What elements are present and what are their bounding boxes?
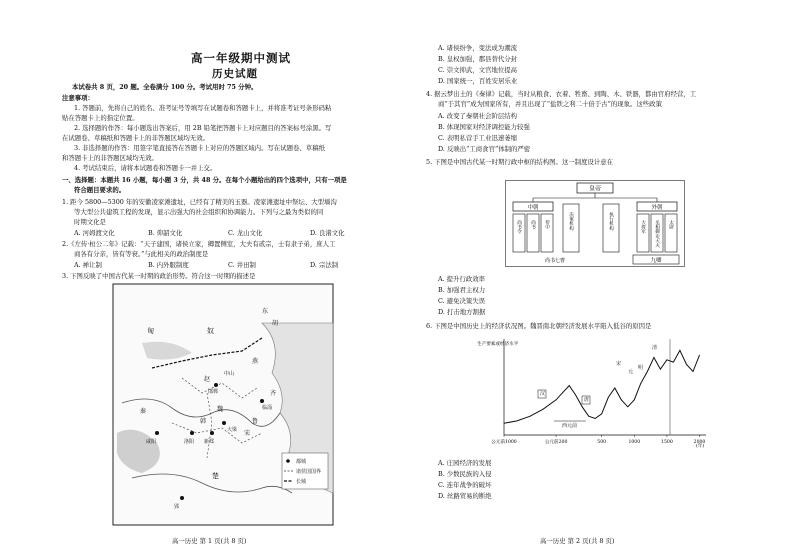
map-label: 韩 (200, 418, 207, 425)
x-tick-label: 1000 (628, 440, 641, 445)
data-point (562, 392, 563, 393)
org-item: 丞相御史大夫 (654, 220, 660, 248)
q6-option-d[interactable]: D. 丝路贸易的断绝 (438, 492, 492, 500)
legend-label: 诸侯国国界 (296, 469, 322, 475)
note-line: 4. 考试结束后，请将本试题卷和答题卡一并上交。 (74, 164, 217, 172)
data-point (614, 388, 615, 389)
map-label: 郢 (174, 504, 180, 510)
section-heading: 一、选择题：本题共 16 小题，每小题 3 分，共 48 分。在每个小题给出的四个选项中，只有一项是 (62, 176, 347, 184)
q3-option-c[interactable]: C. 崇文抑武，文官地位提高 (438, 66, 518, 74)
q2-option-b[interactable]: B. 内外服制度 (148, 261, 189, 269)
data-point (686, 364, 687, 365)
footer-right: 高一历史 第 2 页(共 8 页) (540, 537, 615, 545)
data-point (647, 371, 648, 372)
q1-stem: 等大型公共建筑工程的发现，显示出强大的社会组织和协调能力。下列与之最为类似的同 (74, 208, 324, 216)
q4-option-c[interactable]: C. 表明私营手工业迅速萎缩 (438, 134, 518, 142)
footer-left: 高一历史 第 1 页(共 8 页) (172, 537, 247, 545)
data-point (693, 371, 694, 372)
data-point (588, 416, 589, 417)
capital-marker (260, 399, 264, 403)
q4-stem: 商“于其官”成为国家所有，并且出现了“盐铁之利二十倍于古”的现象。这些政策 (438, 100, 662, 108)
capital-marker (180, 496, 184, 500)
data-point (667, 359, 668, 360)
map-label: 燕 (252, 358, 259, 365)
q2-stem: 商各有分亲，皆有等衰。”与此相关的政治制度是 (74, 250, 209, 258)
q6-stem: 6. 下图是中国历史上的经济状况图。魏晋南北朝经济发展水平陷入低谷的原因是 (426, 322, 652, 330)
q3-option-b[interactable]: B. 皇权加强，郡县替代分封 (438, 55, 518, 63)
q2-stem: 2.《左传·桓公二年》记载：“天子建国，诸侯立家，卿置侧室，大夫有贰宗，士有隶子弟，庶人工 (62, 240, 336, 248)
data-point (517, 421, 518, 422)
data-point (543, 409, 544, 410)
y-axis-label: 生产要素或经济水平 (477, 342, 519, 347)
org-right-head: 外朝 (651, 205, 663, 211)
q4-option-b[interactable]: B. 体现国家对经济调控能力较强 (438, 123, 530, 131)
note-line: 3. 非选择题的作答：用签字笔直接答在答题卡上对应的答题区域内。写在试题卷、草稿纸 (74, 144, 325, 152)
map-label: 东 (262, 308, 269, 315)
q6-option-b[interactable]: B. 少数民族的入侵 (438, 470, 492, 478)
q5-option-d[interactable]: D. 打击地方割据 (438, 308, 486, 316)
map-label: 咸阳 (146, 439, 157, 445)
q2-option-d[interactable]: D. 宗法制 (310, 261, 339, 269)
economic-level-chart (474, 335, 714, 450)
org-item: 尚书令 (516, 220, 522, 234)
q5-option-b[interactable]: B. 加强君主权力 (438, 286, 486, 294)
map-label: 匈 (147, 327, 154, 335)
map-label: 齐 (270, 390, 277, 397)
q1-option-c[interactable]: C. 龙山文化 (228, 229, 263, 237)
q4-option-a[interactable]: A. 改变了秦朝社会阶层结构 (438, 112, 517, 120)
note-line: 1. 答题前，先将自己的姓名、准考证号等填写在试题卷和答题卡上，并将准考证号条形码粘 (74, 104, 332, 112)
org-item: 大将军 (640, 220, 646, 234)
q4-stem: 4. 据云梦出土的《秦律》记载，当时从粮食、衣着、牲畜、到陶、木、铁器，都由官府经营，工 (426, 90, 697, 98)
page-title: 高一年级期中测试 (191, 51, 291, 65)
x-tick-label: 1500 (661, 440, 673, 445)
q3-option-a[interactable]: A. 诸侯纷争，变法成为潮流 (438, 44, 517, 52)
data-point (621, 399, 622, 400)
note-line: 贴在答题卡上的指定位置。 (62, 114, 139, 122)
legend-label: 都城 (296, 459, 307, 465)
q1-option-b[interactable]: B. 仰韶文化 (148, 229, 183, 237)
data-point (595, 418, 596, 419)
note-line: 和答题卡上的非答题区域均无效。 (62, 154, 158, 162)
data-point (504, 423, 505, 424)
x-axis-label: (年) (696, 444, 705, 449)
org-top: 皇帝 (588, 185, 602, 193)
org-item: 太尉 (668, 220, 674, 230)
page-subtitle: 历史试题 (212, 68, 258, 80)
q6-option-a[interactable]: A. 庄园经济的发展 (438, 459, 492, 467)
capital-marker (214, 383, 218, 387)
exam-info: 本试卷共 8 页，20 题。全卷满分 100 分。考试用时 75 分钟。 (72, 83, 258, 91)
data-point (673, 362, 674, 363)
data-point (601, 413, 602, 414)
q4-option-d[interactable]: D. 反映出“工商食官”体制的严密 (438, 145, 531, 153)
capital-marker (190, 431, 194, 435)
q2-option-c[interactable]: C. 井田制 (228, 261, 256, 269)
map-label: 魏 (217, 406, 224, 413)
map-label: 鲁 (252, 418, 259, 425)
data-point (640, 383, 641, 384)
note-line: 2. 选择题的作答：每小题选出答案后，用 2B 铅笔把答题卡上对应题目的答案标号涂黑。写 (74, 124, 332, 132)
q6-option-c[interactable]: C. 连年战争的破坏 (438, 481, 492, 489)
org-left-head: 中朝 (527, 205, 539, 211)
q3-option-d[interactable]: D. 国家统一，百姓安居乐业 (438, 77, 518, 85)
capital-marker (222, 421, 226, 425)
map-label: 临淄 (262, 405, 273, 411)
warring-states-map (112, 283, 334, 526)
dynasty-label: 元 (628, 369, 634, 375)
dynasty-label: 清 (652, 345, 658, 351)
data-point (654, 357, 655, 358)
q2-option-a[interactable]: A. 禅让制 (74, 261, 102, 269)
org-bottom-left: 尚书七曹 (545, 258, 566, 264)
map-label: 宋 (244, 430, 251, 437)
data-point (634, 399, 635, 400)
q5-option-c[interactable]: C. 避免决策失误 (438, 297, 486, 305)
x-tick-label: 2000 (693, 440, 706, 445)
dynasty-label: 宋 (616, 361, 622, 367)
data-point (530, 416, 531, 417)
capital-marker (210, 431, 214, 435)
dynasty-label: 唐 (584, 397, 590, 403)
capital-marker (155, 431, 159, 435)
data-point (608, 397, 609, 398)
map-label: 秦 (140, 408, 147, 415)
data-point (575, 395, 576, 396)
data-point (569, 385, 570, 386)
org-bottom-right: 九卿 (650, 258, 662, 264)
dynasty-label: 西元前 (562, 423, 578, 429)
q3-stem: 3. 下图反映了中国古代某一时期的政治形势。符合这一时期的描述是 (62, 272, 256, 280)
dynasty-label: 汉 (540, 391, 546, 397)
data-point (699, 355, 700, 356)
q1-stem: 时期文化是 (74, 218, 106, 226)
x-tick-label: 公元前200 (544, 440, 568, 445)
dynasty-label: 明 (638, 365, 644, 371)
x-tick-label: 500 (597, 440, 607, 445)
map-label: 洛阳 (184, 439, 195, 445)
org-item: 侍中 (544, 220, 550, 230)
q1-option-a[interactable]: A. 河姆渡文化 (74, 229, 115, 237)
data-point (627, 406, 628, 407)
q1-stem: 1. 距今 5800—5300 年的安徽凌家滩遗址，已经有了精美的玉器。凌家滩遗址中祭坛、大型墙沟 (62, 198, 337, 206)
data-point (582, 406, 583, 407)
q5-option-a[interactable]: A. 提升行政效率 (438, 275, 486, 283)
org-center: 决策机构 (568, 212, 574, 231)
notes-heading: 注意事项： (62, 94, 94, 102)
map-label: 楚 (212, 472, 219, 480)
section-heading: 符合题目要求的。 (74, 186, 126, 194)
org-center: 执行机构 (608, 212, 614, 231)
data-point (660, 369, 661, 370)
q5-stem: 5. 下图是中国古代某一时期行政中枢的结构图。这一制度设计意在 (426, 158, 614, 166)
q1-option-d[interactable]: D. 良渚文化 (310, 229, 345, 237)
org-chart (505, 180, 685, 267)
map-label: 邯郸 (208, 389, 219, 395)
note-line: 在试题卷、草稿纸和答题卡上的非答题区域均无效。 (62, 134, 209, 142)
legend-label: 长城 (296, 479, 307, 485)
map-label: 赵 (204, 376, 211, 383)
map-label: 奴 (207, 327, 214, 335)
map-label: 新郑 (204, 439, 215, 445)
org-item: 尚书 (530, 220, 536, 230)
map-label: 大梁 (227, 427, 238, 433)
map-label: 胡 (272, 320, 279, 327)
map-label: 中山 (224, 371, 235, 377)
data-point (680, 350, 681, 351)
x-tick-label: 公元前1000 (491, 440, 517, 445)
data-point (556, 399, 557, 400)
